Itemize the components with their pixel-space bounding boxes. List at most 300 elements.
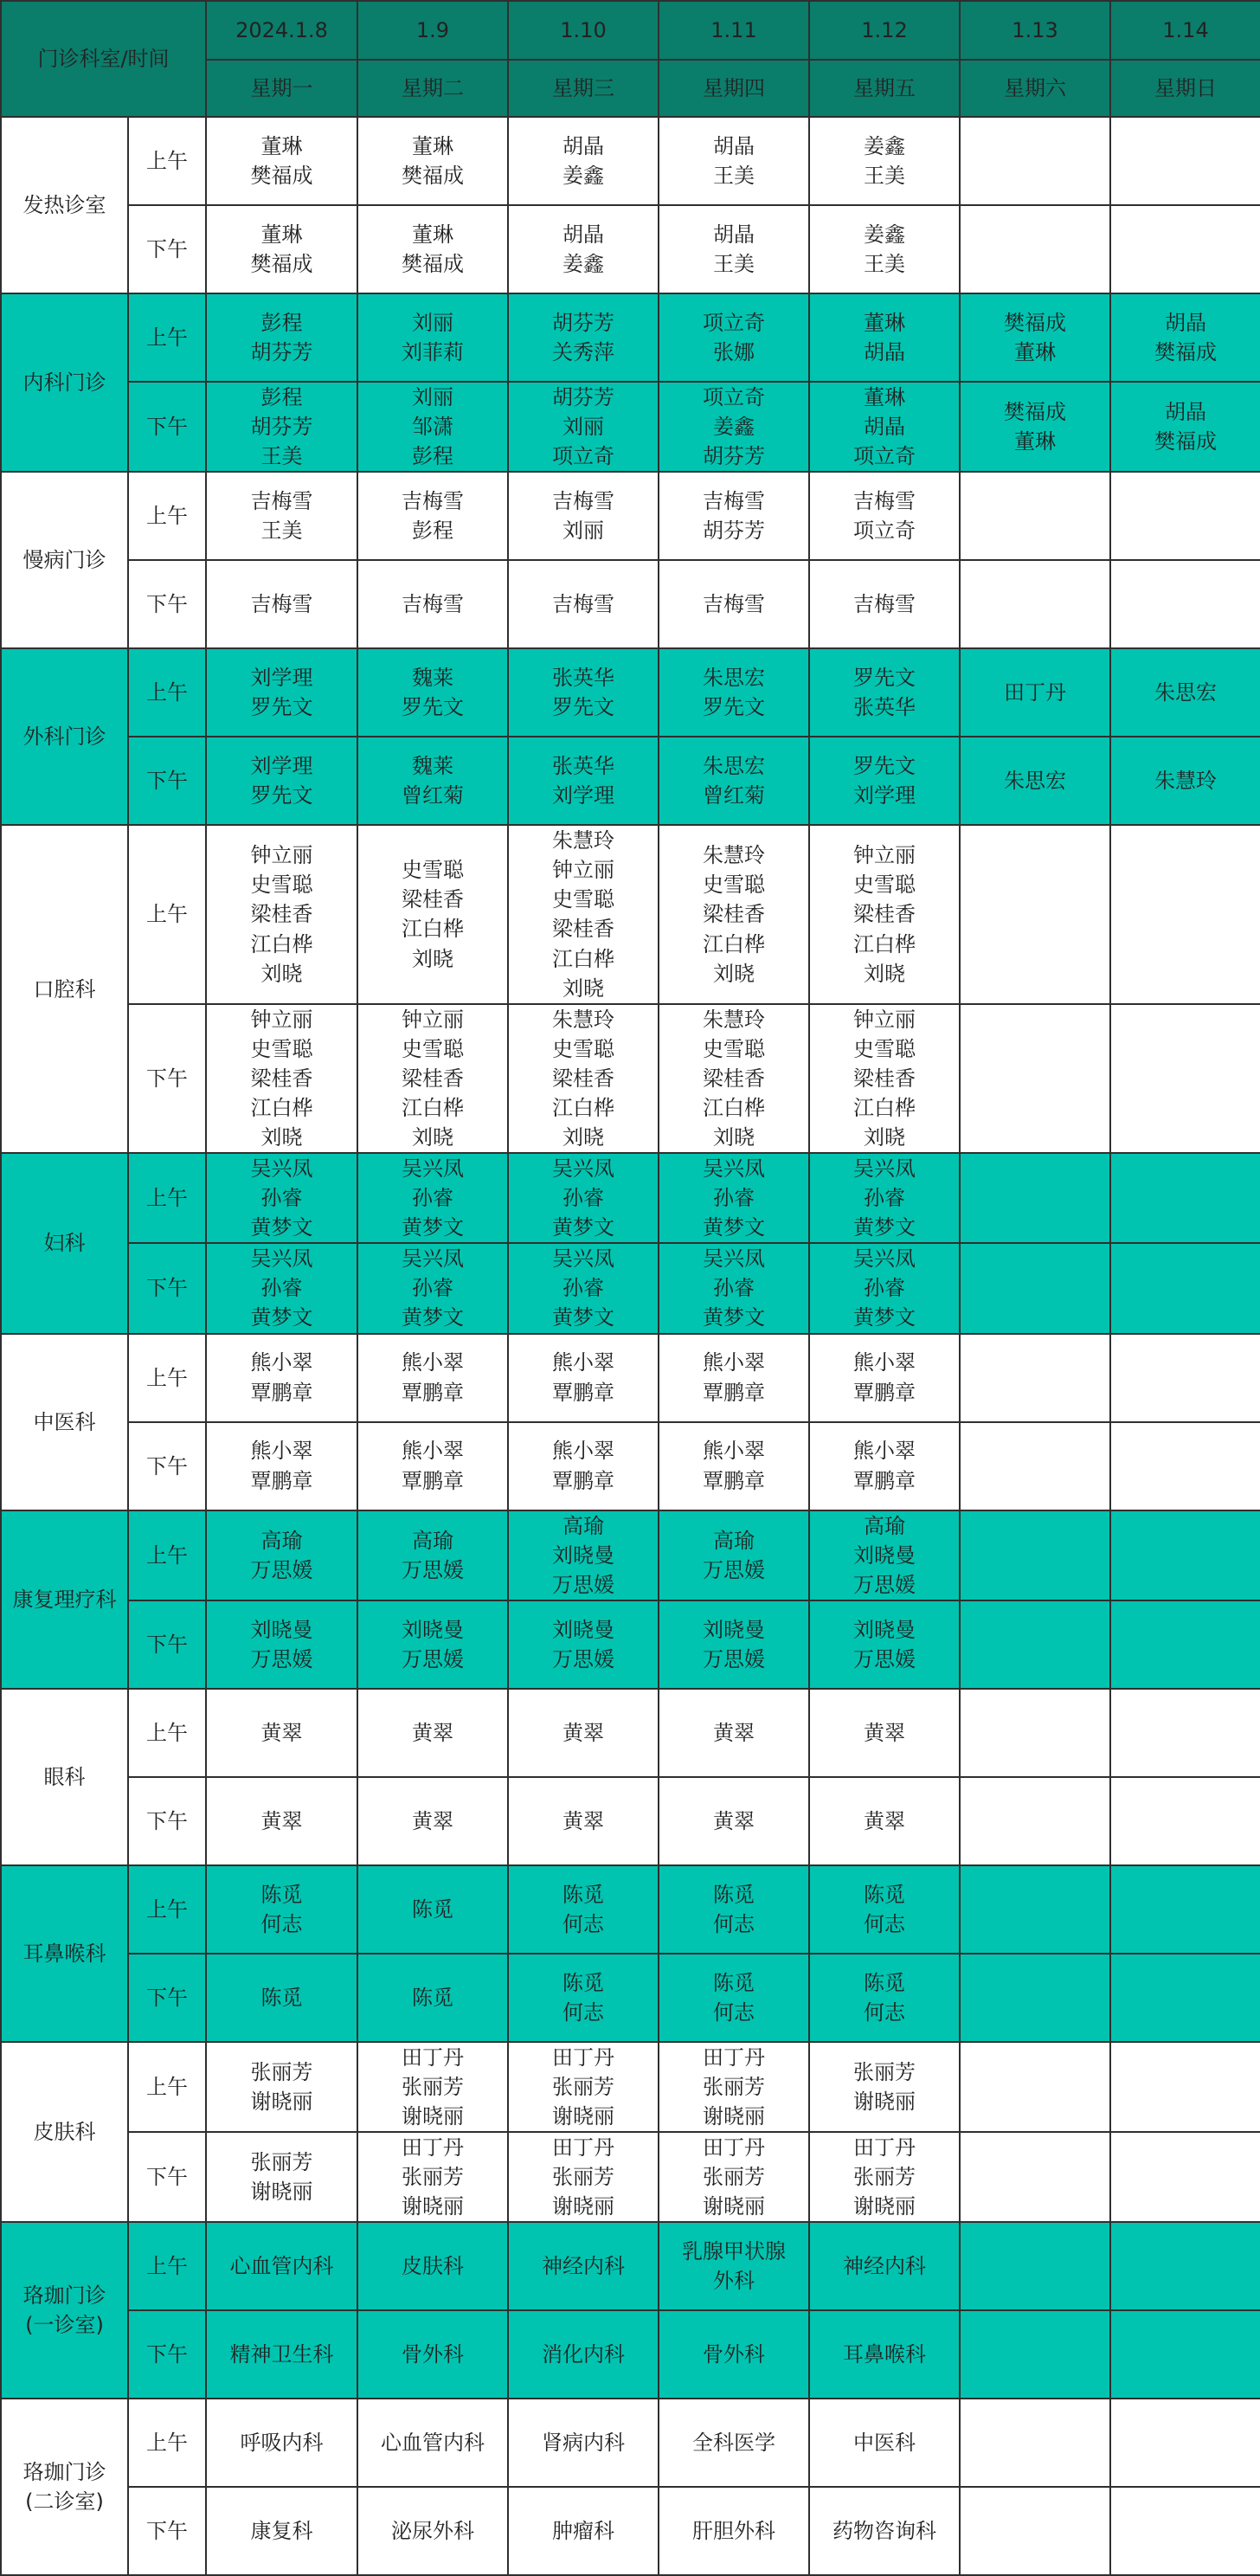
doctor-name: 覃鹏章 <box>703 1380 765 1405</box>
doctor-name: 刘晓 <box>713 1125 755 1150</box>
table-row <box>1 2222 1260 2310</box>
table-row <box>1 1600 1260 1689</box>
doctor-name: 张丽芳 <box>552 2165 614 2190</box>
schedule-cell <box>357 825 508 1003</box>
schedule-cell <box>1110 1004 1260 1153</box>
doctor-name: 江白桦 <box>402 917 464 942</box>
schedule-cell <box>357 737 508 825</box>
doctor-name: 黄翠 <box>412 1720 453 1745</box>
doctor-name: 万思媛 <box>250 1646 313 1671</box>
doctor-name: 熊小翠 <box>402 1350 464 1375</box>
schedule-cell <box>960 472 1110 560</box>
doctor-name: 朱思宏 <box>1004 769 1066 794</box>
doctor-name: 何志 <box>864 2000 905 2025</box>
schedule-cell <box>508 1510 659 1600</box>
schedule-cell <box>659 205 809 293</box>
doctor-name: 刘丽 <box>412 310 453 335</box>
doctor-name: 黄梦文 <box>703 1215 765 1240</box>
schedule-cell <box>659 1334 809 1422</box>
department-name-cell <box>1 2222 128 2399</box>
schedule-cell <box>659 1777 809 1865</box>
doctor-name: 罗先文 <box>402 695 464 720</box>
doctor-name: 董琳 <box>1014 340 1056 364</box>
doctor-name: 谢晓丽 <box>703 2103 765 2128</box>
department-name-cell <box>1 648 128 825</box>
schedule-cell <box>206 293 357 382</box>
session-label: 上午 <box>128 2399 206 2487</box>
doctor-name: 梁桂香 <box>703 1066 765 1091</box>
schedule-cell <box>809 1243 960 1333</box>
doctor-name: 谢晓丽 <box>853 2194 916 2219</box>
schedule-cell <box>1110 382 1260 472</box>
weekday-header: 星期五 <box>809 60 960 117</box>
schedule-cell <box>809 2399 960 2487</box>
schedule-cell <box>659 1510 809 1600</box>
schedule-cell <box>508 825 659 1003</box>
department-name: 慢病门诊 <box>22 548 106 573</box>
doctor-name: 姜鑫 <box>864 133 905 158</box>
doctor-name: 精神卫生科 <box>229 2342 334 2367</box>
doctor-name: 梁桂香 <box>853 902 916 927</box>
doctor-name: 覃鹏章 <box>552 1380 614 1405</box>
table-row <box>1 560 1260 648</box>
schedule-cell <box>206 2399 357 2487</box>
session-label: 下午 <box>128 2132 206 2222</box>
doctor-name: 熊小翠 <box>703 1350 765 1375</box>
doctor-name: 魏莱 <box>412 754 453 779</box>
doctor-name: 江白桦 <box>703 931 765 956</box>
doctor-name: 黄梦文 <box>402 1215 464 1240</box>
doctor-name: 陈觅 <box>562 1970 604 1995</box>
doctor-name: 罗先文 <box>853 754 916 779</box>
department-name-cell <box>1 472 128 648</box>
doctor-name: 张丽芳 <box>250 2059 313 2084</box>
doctor-name: 熊小翠 <box>853 1350 916 1375</box>
doctor-name: 孙睿 <box>412 1186 453 1211</box>
doctor-name: 刘晓 <box>412 1125 453 1150</box>
schedule-cell <box>960 1865 1110 1954</box>
doctor-name: 樊福成 <box>250 164 313 188</box>
weekday-header: 星期六 <box>960 60 1110 117</box>
schedule-cell <box>508 2399 659 2487</box>
schedule-cell <box>1110 1689 1260 1777</box>
schedule-cell <box>809 2487 960 2575</box>
schedule-cell <box>357 1422 508 1510</box>
session-label: 下午 <box>128 737 206 825</box>
doctor-name: 谢晓丽 <box>703 2194 765 2219</box>
schedule-cell <box>1110 472 1260 560</box>
department-name: 眼科 <box>43 1764 86 1789</box>
doctor-name: 全科医学 <box>692 2431 775 2456</box>
doctor-name: 覃鹏章 <box>703 1468 765 1493</box>
date-header: 2024.1.8 <box>206 1 357 60</box>
schedule-cell <box>357 1510 508 1600</box>
schedule-cell <box>508 1334 659 1422</box>
schedule-cell <box>206 825 357 1003</box>
schedule-cell <box>508 560 659 648</box>
doctor-name: 江白桦 <box>552 946 614 971</box>
doctor-name: 江白桦 <box>703 1095 765 1120</box>
doctor-name: 彭程 <box>412 518 453 544</box>
doctor-name: 魏莱 <box>412 666 453 691</box>
department-name: 中医科 <box>33 1409 96 1434</box>
doctor-name: 刘晓 <box>864 961 905 986</box>
doctor-name: 王美 <box>713 164 755 188</box>
schedule-cell <box>809 205 960 293</box>
department-name-cell <box>1 293 128 472</box>
doctor-name: 吴兴凤 <box>853 1156 916 1182</box>
schedule-cell <box>1110 2310 1260 2399</box>
schedule-cell <box>809 1004 960 1153</box>
doctor-name: 项立奇 <box>853 444 916 469</box>
schedule-cell <box>508 293 659 382</box>
department-name-cell <box>1 2399 128 2575</box>
session-label: 上午 <box>128 2222 206 2310</box>
doctor-name: 张英华 <box>552 666 614 691</box>
schedule-cell <box>357 1777 508 1865</box>
schedule-cell <box>206 1777 357 1865</box>
department-name: 康复理疗科 <box>12 1587 117 1612</box>
doctor-name: 黄翠 <box>713 1808 755 1833</box>
doctor-name: 陈觅 <box>260 1985 303 2010</box>
schedule-cell <box>1110 648 1260 737</box>
schedule-cell <box>809 2222 960 2310</box>
session-label: 下午 <box>128 1004 206 1153</box>
doctor-name: 钟立丽 <box>250 843 313 868</box>
schedule-cell <box>960 1954 1110 2042</box>
doctor-name: 吴兴凤 <box>703 1156 765 1182</box>
doctor-name: 陈觅 <box>864 1882 905 1907</box>
doctor-name: 张娜 <box>713 340 755 364</box>
table-row <box>1 117 1260 205</box>
session-label: 上午 <box>128 1334 206 1422</box>
table-row <box>1 382 1260 472</box>
doctor-name: 张丽芳 <box>552 2074 614 2099</box>
doctor-name: 覃鹏章 <box>250 1468 313 1493</box>
schedule-cell <box>960 737 1110 825</box>
doctor-name: 谢晓丽 <box>853 2089 916 2114</box>
doctor-name: 万思媛 <box>250 1557 313 1582</box>
doctor-name: 陈觅 <box>864 1970 905 1995</box>
doctor-name: 骨外科 <box>703 2342 765 2367</box>
doctor-name: 刘菲莉 <box>402 340 464 364</box>
doctor-name: 钟立丽 <box>552 858 614 883</box>
doctor-name: 覃鹏章 <box>250 1380 313 1405</box>
doctor-name: 孙睿 <box>864 1276 905 1301</box>
doctor-name: 吉梅雪 <box>250 592 313 617</box>
doctor-name: 谢晓丽 <box>552 2194 614 2219</box>
doctor-name: 张丽芳 <box>703 2074 765 2099</box>
schedule-cell <box>1110 1334 1260 1422</box>
schedule-cell <box>357 1004 508 1153</box>
doctor-name: 高瑜 <box>713 1528 755 1553</box>
doctor-name: 刘晓 <box>562 1125 604 1150</box>
date-header: 1.11 <box>659 1 809 60</box>
doctor-name: 张丽芳 <box>402 2074 464 2099</box>
doctor-name: 黄梦文 <box>250 1215 313 1240</box>
session-label: 上午 <box>128 2042 206 2132</box>
schedule-cell <box>508 2222 659 2310</box>
doctor-name: 王美 <box>260 518 303 544</box>
department-name: 耳鼻喉科 <box>22 1941 106 1966</box>
table-row <box>1 1954 1260 2042</box>
doctor-name: 姜鑫 <box>562 252 604 276</box>
doctor-name: 熊小翠 <box>250 1350 313 1375</box>
schedule-cell <box>809 1153 960 1243</box>
schedule-cell <box>508 1777 659 1865</box>
doctor-name: 罗先文 <box>703 695 765 720</box>
date-header: 1.12 <box>809 1 960 60</box>
schedule-cell <box>1110 205 1260 293</box>
doctor-name: 万思媛 <box>402 1557 464 1582</box>
table-row <box>1 1689 1260 1777</box>
doctor-name: 钟立丽 <box>250 1007 313 1032</box>
doctor-name: 朱慧玲 <box>703 843 765 868</box>
doctor-name: 樊福成 <box>1154 429 1217 454</box>
session-label: 下午 <box>128 1954 206 2042</box>
weekday-header: 星期一 <box>206 60 357 117</box>
doctor-name: 何志 <box>562 1911 604 1936</box>
schedule-cell <box>357 472 508 560</box>
doctor-name: 孙睿 <box>562 1276 604 1301</box>
doctor-name: 史雪聪 <box>402 858 464 883</box>
doctor-name: 胡晶 <box>713 222 755 247</box>
schedule-cell <box>206 1689 357 1777</box>
schedule-cell <box>357 2042 508 2132</box>
doctor-name: 黄翠 <box>864 1720 905 1745</box>
doctor-name: 史雪聪 <box>703 873 765 898</box>
schedule-cell <box>809 1510 960 1600</box>
table-row <box>1 293 1260 382</box>
schedule-cell <box>206 560 357 648</box>
doctor-name: 呼吸内科 <box>240 2431 324 2456</box>
doctor-name: 肝胆外科 <box>692 2519 775 2544</box>
department-name-cell <box>1 1689 128 1865</box>
doctor-name: 黄梦文 <box>552 1305 614 1330</box>
schedule-cell <box>206 2310 357 2399</box>
schedule-cell <box>508 2310 659 2399</box>
schedule-cell <box>659 2042 809 2132</box>
doctor-name: 梁桂香 <box>402 1066 464 1091</box>
doctor-name: 朱慧玲 <box>703 1007 765 1032</box>
schedule-cell <box>659 560 809 648</box>
schedule-cell <box>960 1243 1110 1333</box>
schedule-cell <box>659 1954 809 2042</box>
doctor-name: 何志 <box>713 2000 755 2025</box>
doctor-name: 高瑜 <box>260 1528 303 1553</box>
schedule-cell <box>659 648 809 737</box>
doctor-name: 中医科 <box>853 2431 916 2456</box>
doctor-name: 皮肤科 <box>402 2254 464 2279</box>
schedule-cell <box>809 2042 960 2132</box>
table-row <box>1 1422 1260 1510</box>
session-label: 上午 <box>128 1510 206 1600</box>
doctor-name: 吉梅雪 <box>552 592 614 617</box>
schedule-cell <box>659 2132 809 2222</box>
schedule-cell <box>1110 1153 1260 1243</box>
doctor-name: 熊小翠 <box>853 1439 916 1464</box>
doctor-name: 胡晶 <box>864 415 905 440</box>
doctor-name: 刘晓曼 <box>853 1542 916 1568</box>
session-label: 下午 <box>128 1422 206 1510</box>
schedule-cell <box>809 117 960 205</box>
department-name: 口腔科 <box>33 976 96 1001</box>
doctor-name: 刘晓 <box>864 1125 905 1150</box>
schedule-cell <box>508 117 659 205</box>
schedule-cell <box>206 1334 357 1422</box>
doctor-name: 何志 <box>713 1911 755 1936</box>
doctor-name: 熊小翠 <box>402 1439 464 1464</box>
schedule-cell <box>960 1334 1110 1422</box>
schedule-cell <box>1110 1954 1260 2042</box>
schedule-cell <box>809 1865 960 1954</box>
doctor-name: 黄梦文 <box>250 1305 313 1330</box>
doctor-name: 江白桦 <box>250 931 313 956</box>
schedule-cell <box>508 1422 659 1510</box>
schedule-cell <box>357 1334 508 1422</box>
session-label: 下午 <box>128 560 206 648</box>
doctor-name: 董琳 <box>864 385 905 409</box>
doctor-name: 田丁丹 <box>703 2045 765 2070</box>
doctor-name: 万思媛 <box>853 1572 916 1597</box>
department-name: 发热诊室 <box>22 192 106 217</box>
department-name-cell <box>1 1510 128 1689</box>
doctor-name: 肿瘤科 <box>552 2519 614 2544</box>
schedule-cell <box>960 1422 1110 1510</box>
doctor-name: 吴兴凤 <box>402 1246 464 1272</box>
doctor-name: 万思媛 <box>703 1646 765 1671</box>
schedule-cell <box>659 293 809 382</box>
doctor-name: 张丽芳 <box>703 2165 765 2190</box>
doctor-name: 刘丽 <box>412 385 453 409</box>
schedule-cell <box>508 1004 659 1153</box>
department-name-cell <box>1 117 128 293</box>
doctor-name: 刘晓曼 <box>703 1617 765 1642</box>
schedule-cell <box>357 2222 508 2310</box>
schedule-cell <box>206 1243 357 1333</box>
session-label: 下午 <box>128 205 206 293</box>
doctor-name: 谢晓丽 <box>402 2103 464 2128</box>
doctor-name: 吴兴凤 <box>703 1246 765 1272</box>
doctor-name: 骨外科 <box>402 2342 464 2367</box>
doctor-name: 胡晶 <box>864 340 905 364</box>
schedule-cell <box>206 1954 357 2042</box>
schedule-cell <box>659 2222 809 2310</box>
doctor-name: 项立奇 <box>703 385 765 409</box>
doctor-name: 彭程 <box>260 385 303 409</box>
schedule-cell <box>809 1954 960 2042</box>
doctor-name: 王美 <box>864 252 905 276</box>
schedule-cell <box>960 2042 1110 2132</box>
doctor-name: 项立奇 <box>552 444 614 469</box>
doctor-name: 胡晶 <box>1165 400 1206 425</box>
schedule-cell <box>1110 560 1260 648</box>
schedule-cell <box>960 2399 1110 2487</box>
schedule-cell <box>357 382 508 472</box>
schedule-cell <box>206 1153 357 1243</box>
doctor-name: 黄梦文 <box>552 1215 614 1240</box>
doctor-name: 钟立丽 <box>402 1007 464 1032</box>
schedule-cell <box>1110 293 1260 382</box>
doctor-name: 张丽芳 <box>402 2165 464 2190</box>
doctor-name: 江白桦 <box>402 1095 464 1120</box>
session-label: 下午 <box>128 1600 206 1689</box>
doctor-name: 史雪聪 <box>250 873 313 898</box>
doctor-name: 张丽芳 <box>250 2150 313 2175</box>
date-header: 1.9 <box>357 1 508 60</box>
doctor-name: 吉梅雪 <box>552 489 614 514</box>
table-row <box>1 1153 1260 1243</box>
doctor-name: 朱思宏 <box>703 754 765 779</box>
session-label: 下午 <box>128 2487 206 2575</box>
doctor-name: 孙睿 <box>713 1276 755 1301</box>
schedule-cell <box>960 1777 1110 1865</box>
schedule-cell <box>1110 1243 1260 1333</box>
table-row <box>1 1777 1260 1865</box>
doctor-name: 项立奇 <box>703 310 765 335</box>
schedule-cell <box>508 472 659 560</box>
schedule-cell <box>206 1865 357 1954</box>
doctor-name: 刘晓 <box>412 946 453 971</box>
session-label: 上午 <box>128 648 206 737</box>
schedule-cell <box>508 2132 659 2222</box>
schedule-cell <box>206 648 357 737</box>
schedule-cell <box>809 560 960 648</box>
schedule-cell <box>1110 1777 1260 1865</box>
doctor-name: 万思媛 <box>402 1646 464 1671</box>
schedule-cell <box>508 1689 659 1777</box>
doctor-name: 谢晓丽 <box>552 2103 614 2128</box>
schedule-cell <box>809 1689 960 1777</box>
table-row <box>1 1243 1260 1333</box>
schedule-cell <box>508 382 659 472</box>
doctor-name: 刘晓曼 <box>853 1617 916 1642</box>
schedule-cell <box>1110 2399 1260 2487</box>
doctor-name: 彭程 <box>412 444 453 469</box>
doctor-name: 朱慧玲 <box>552 1007 614 1032</box>
doctor-name: 黄翠 <box>864 1808 905 1833</box>
doctor-name: 田丁丹 <box>552 2045 614 2070</box>
schedule-cell <box>960 2310 1110 2399</box>
doctor-name: 罗先文 <box>250 695 313 720</box>
schedule-cell <box>809 825 960 1003</box>
department-name: 内科门诊 <box>22 370 106 396</box>
doctor-name: 高瑜 <box>562 1513 604 1538</box>
doctor-name: 胡芬芳 <box>250 340 313 364</box>
department-name-cell <box>1 1153 128 1333</box>
table-row <box>1 1510 1260 1600</box>
table-row <box>1 1334 1260 1422</box>
doctor-name: 陈觅 <box>713 1970 755 1995</box>
doctor-name: 田丁丹 <box>703 2135 765 2161</box>
schedule-cell <box>809 2310 960 2399</box>
doctor-name: 万思媛 <box>703 1557 765 1582</box>
schedule-cell <box>960 560 1110 648</box>
schedule-cell <box>357 2132 508 2222</box>
doctor-name: 梁桂香 <box>552 917 614 942</box>
schedule-cell <box>960 2487 1110 2575</box>
doctor-name: 樊福成 <box>402 252 464 276</box>
schedule-cell <box>960 648 1110 737</box>
doctor-name: 泌尿外科 <box>391 2519 474 2544</box>
doctor-name: 梁桂香 <box>703 902 765 927</box>
doctor-name: 王美 <box>864 164 905 188</box>
doctor-name: 胡芬芳 <box>552 310 614 335</box>
doctor-name: 万思媛 <box>552 1646 614 1671</box>
doctor-name: 曾红菊 <box>703 783 765 808</box>
schedule-cell <box>960 205 1110 293</box>
schedule-cell <box>1110 1865 1260 1954</box>
